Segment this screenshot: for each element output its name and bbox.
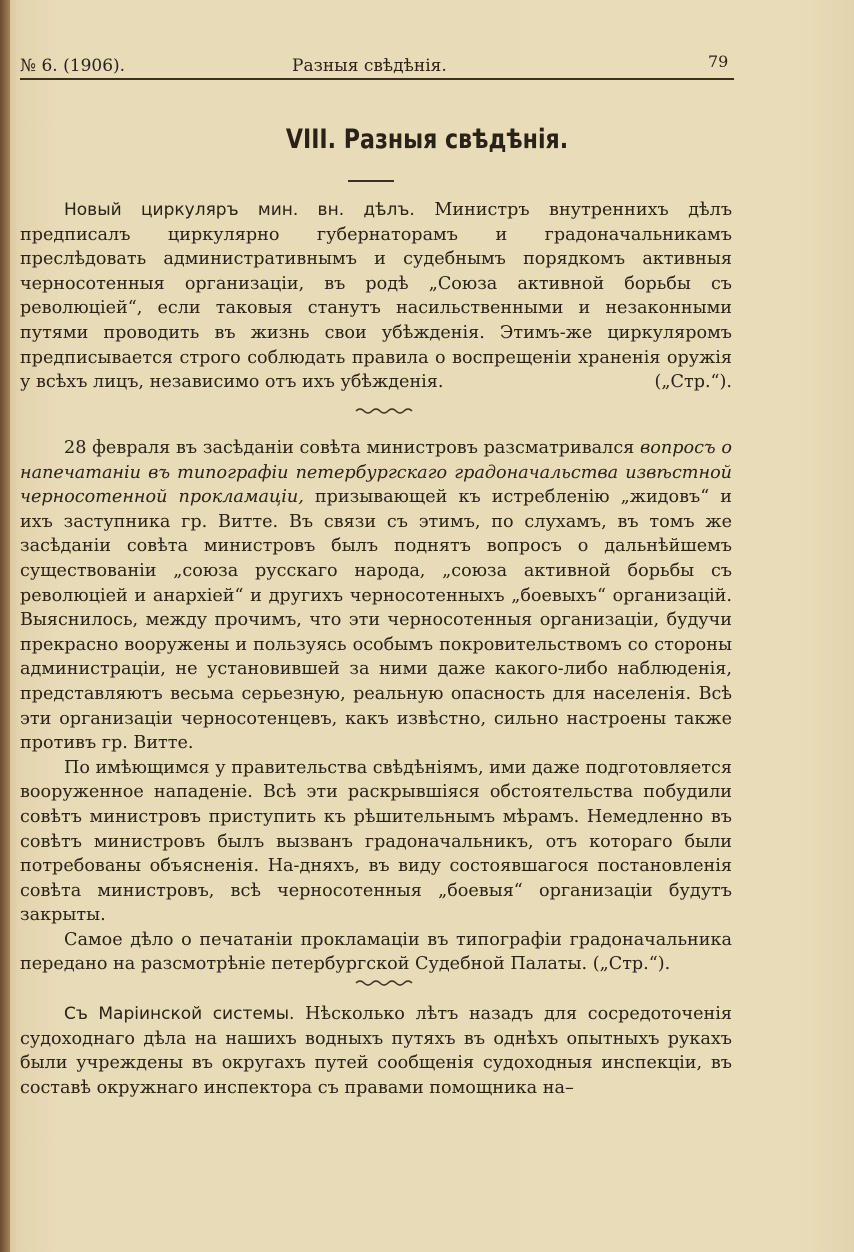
- article-mariinsky-system: [20, 1002, 732, 1100]
- article-body: Министръ внутреннихъ дѣлъ предписалъ циркулярно губернаторамъ и градоначальникамъ преслѣдовать административнымъ и судебнымъ порядкомъ активныя черносотенныя организаціи, въ родѣ „Союза активной борьбы съ революціей“, если таковыя станутъ насильственными и незаконными путями проводить въ жизнь свои убѣжденія. Этимъ-же циркуляромъ предписывается строго соблюдать правила о воспрещеніи храненія оружія у всѣхъ лицъ, независимо отъ ихъ убѣжденія.: [20, 200, 733, 393]
- section-running-title: Разныя свѣдѣнія.: [292, 56, 447, 76]
- running-header: [20, 52, 734, 80]
- page-number: 79: [708, 52, 729, 71]
- article-new-circular: [20, 198, 732, 395]
- article-body: призывающей къ истребленію „жидовъ“ и ихъ заступника гр. Витте. Въ связи съ этимъ, по слухамъ, въ томъ же засѣданіи совѣта министровъ былъ поднятъ вопросъ о дальнѣйшемъ существованіи „союза русскаго народа, „союза активной борьбы съ революціей и анархіей“ и другихъ черносотенныхъ „боевыхъ“ организацій. Выяснилось, между прочимъ, что эти черносотенныя организаціи, будучи прекрасно вооружены и пользуясь особымъ покровительствомъ со стороны администраціи, не установившей за ними даже какого-либо наблюденія, представляютъ весьма серьезную, реальную опасность для населенія. Всѣ эти организаціи черносотенцевъ, какъ извѣстно, сильно настроены также противъ гр. Витте.: [20, 487, 732, 754]
- book-spine: [0, 0, 10, 1252]
- article-source: („Стр.“).: [654, 372, 732, 393]
- wavy-separator: [354, 978, 414, 988]
- article-lead: Съ Маріинской системы.: [64, 1004, 295, 1024]
- page-title: VIII. Разныя свѣдѣнія.: [285, 124, 569, 155]
- article-italic-phrase: вопросъ о напечатаніи въ типографіи петербургскаго градоначальства извѣстной черносотенной прокламаціи,: [20, 438, 732, 508]
- article-body: Самое дѣло о печатаніи прокламаціи въ типографіи градоначальника передано на разсмотрѣніе петербургской Судебной Палаты.: [20, 929, 732, 975]
- article-body: Нѣсколько лѣтъ назадъ для сосредоточенія судоходнаго дѣла на нашихъ водныхъ путяхъ въ однѣхъ опытныхъ рукахъ были учреждены въ округахъ путей сообщенія судоходныя инспекціи, въ составѣ окружнаго инспектора съ правами помощника на–: [20, 1004, 732, 1098]
- wavy-separator: [354, 406, 414, 416]
- issue-number: № 6. (1906).: [20, 56, 126, 76]
- title-divider: [348, 180, 394, 182]
- article-lead: Новый циркуляръ мин. вн. дѣлъ.: [64, 200, 415, 220]
- article-source: („Стр.“).: [592, 954, 671, 975]
- article-body: 28 февраля въ засѣданіи совѣта министровъ разсматривался: [64, 438, 635, 458]
- article-body: По имѣющимся у правительства свѣдѣніямъ, ими даже подготовляется вооруженное нападеніе. Всѣ эти раскрывшіяся обстоятельства побудили совѣтъ министровъ приступить къ рѣшительнымъ мѣрамъ. Немедленно въ совѣтъ министровъ былъ вызванъ градоначальникъ, отъ котораго были потребованы объясненія. На-дняхъ, въ виду состоявшагося постановленія совѣта министровъ, всѣ черносотенныя „боевыя“ организаціи будутъ закрыты.: [20, 757, 732, 926]
- article-feb-28: [20, 436, 732, 977]
